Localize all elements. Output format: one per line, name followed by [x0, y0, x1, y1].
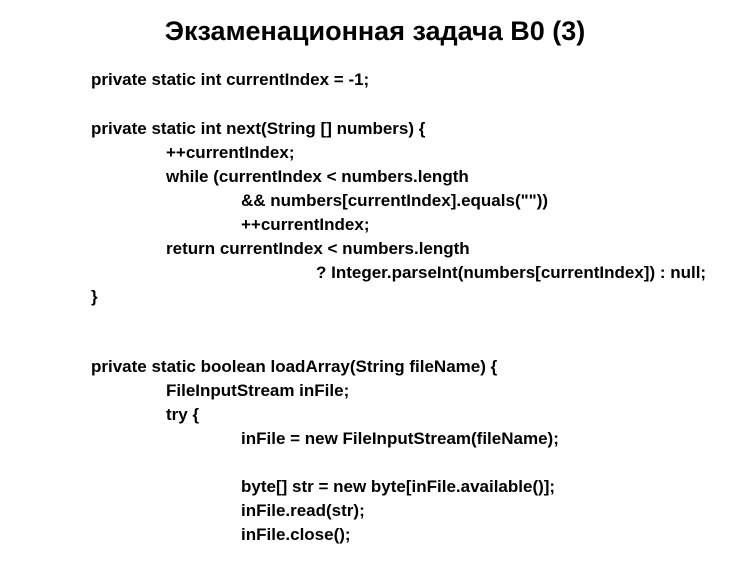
- code-line-load-signature: private static boolean loadArray(String fileName) {: [91, 357, 498, 376]
- code-line-next-signature: private static int next(String [] numbers) {: [91, 119, 426, 138]
- code-line-load-close: inFile.close();: [241, 525, 351, 544]
- code-line-load-declaration: FileInputStream inFile;: [166, 381, 350, 400]
- code-line-next-return: return currentIndex < numbers.length: [166, 239, 470, 258]
- code-line-load-open: inFile = new FileInputStream(fileName);: [241, 429, 559, 448]
- code-line-next-close: }: [91, 287, 98, 306]
- code-line-load-read: inFile.read(str);: [241, 501, 365, 520]
- code-line-load-buffer: byte[] str = new byte[inFile.available()];: [241, 477, 556, 496]
- code-line-next-while-cond: && numbers[currentIndex].equals("")): [241, 191, 549, 210]
- code-line-field-declaration: private static int currentIndex = -1;: [91, 70, 370, 89]
- code-line-next-ternary: ? Integer.parseInt(numbers[currentIndex]) : null;: [316, 263, 707, 282]
- code-line-next-while-body: ++currentIndex;: [241, 215, 370, 234]
- code-line-load-try: try {: [166, 405, 200, 424]
- code-line-next-while: while (currentIndex < numbers.length: [166, 167, 469, 186]
- code-line-next-increment: ++currentIndex;: [166, 143, 295, 162]
- slide-title: Экзаменационная задача B0 (3): [164, 16, 586, 46]
